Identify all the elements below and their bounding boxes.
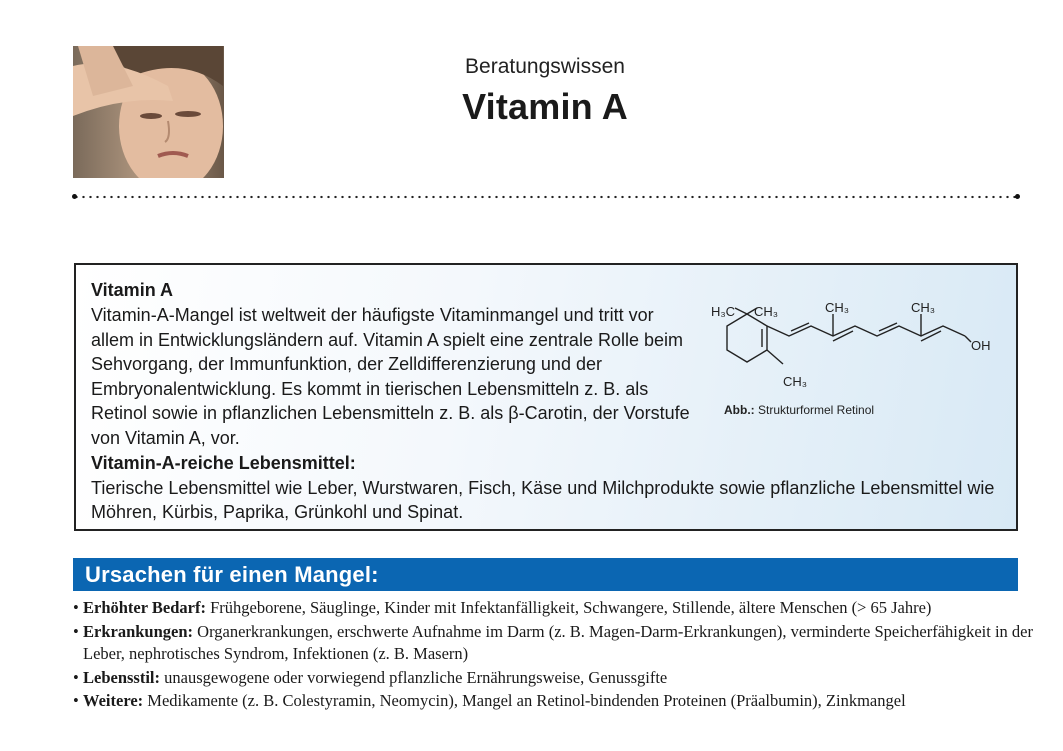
label-h3c: H₃C [711,304,736,319]
foods-text: Tierische Lebensmittel wie Leber, Wurstwaren, Fisch, Käse und Milchprodukte sowie pflanzliche Lebensmittel wie Möhren, Kürbis, Paprika, Grünkohl und Spinat. [91,478,995,522]
foods-heading: Vitamin-A-reiche Lebensmittel: [91,453,356,473]
label-ch3-chain1: CH₃ [825,300,850,315]
info-box-text: Vitamin-A-Mangel ist weltweit der häufigste Vitaminmangel und tritt vor allem in Entwicklungsländern auf. Vitamin A spielt eine zentrale Rolle beim Sehvorgang, der Immunfunktion, der Zelldifferenzierung und der Embryonalentwicklung. Es kommt in tierischen Lebensmitteln z. B. als Retinol sowie in pflanzlichen Lebensmitteln z. B. als β-Carotin, der Vorstufe von Vitamin A, vor. [91,305,690,448]
retinol-structure-formula [705,288,1005,398]
info-box-title: Vitamin A [91,280,174,300]
cause-text: Organerkrankungen, erschwerte Aufnahme im Darm (z. B. Magen-Darm-Erkrankungen), verminderte Speicherfähigkeit in der Leber, nephrotisches Syndrom, Infektionen (z. B. Masern) [83,621,1033,663]
list-item [73,621,1033,666]
bullet-icon: • [73,667,79,687]
list-item [73,597,1033,620]
cause-text: Frühgeborene, Säuglinge, Kinder mit Infektanfälligkeit, Schwangere, Stillende, ältere Menschen (> 65 Jahre) [210,598,932,617]
caption-label: Abb.: [724,403,755,417]
page-title: Vitamin A [462,86,628,127]
label-oh: OH [971,338,991,353]
bullet-icon: • [73,691,79,710]
caption-text: Strukturformel Retinol [758,403,875,417]
causes-list [73,597,1033,714]
causes-section-header [73,558,1018,591]
cause-label: Erhöhter Bedarf: [83,598,206,617]
cause-text: Medikamente (z. B. Colestyramin, Neomycin), Mangel an Retinol-bindenden Proteinen (Präalbumin), Zinkmangel [147,691,906,710]
label-ch3-bottom: CH₃ [783,374,808,389]
bullet-icon: • [73,598,79,617]
figure-caption [724,403,874,417]
cause-label: Weitere: [83,691,144,710]
cause-text: unausgewogene oder vorwiegend pflanzliche Ernährungsweise, Genussgifte [164,667,668,687]
page-kicker: Beratungswissen [465,55,625,78]
label-ch3-chain2: CH₃ [911,300,936,315]
cause-label: Lebensstil: [83,667,161,687]
list-item [73,690,1033,713]
bullet-icon: • [73,621,79,641]
dotted-divider [73,195,1019,199]
causes-section-title: Ursachen für einen Mangel: [85,562,379,587]
cause-label: Erkrankungen: [83,621,194,641]
list-item [73,667,1033,690]
label-ch3-ring: CH₃ [754,304,779,319]
